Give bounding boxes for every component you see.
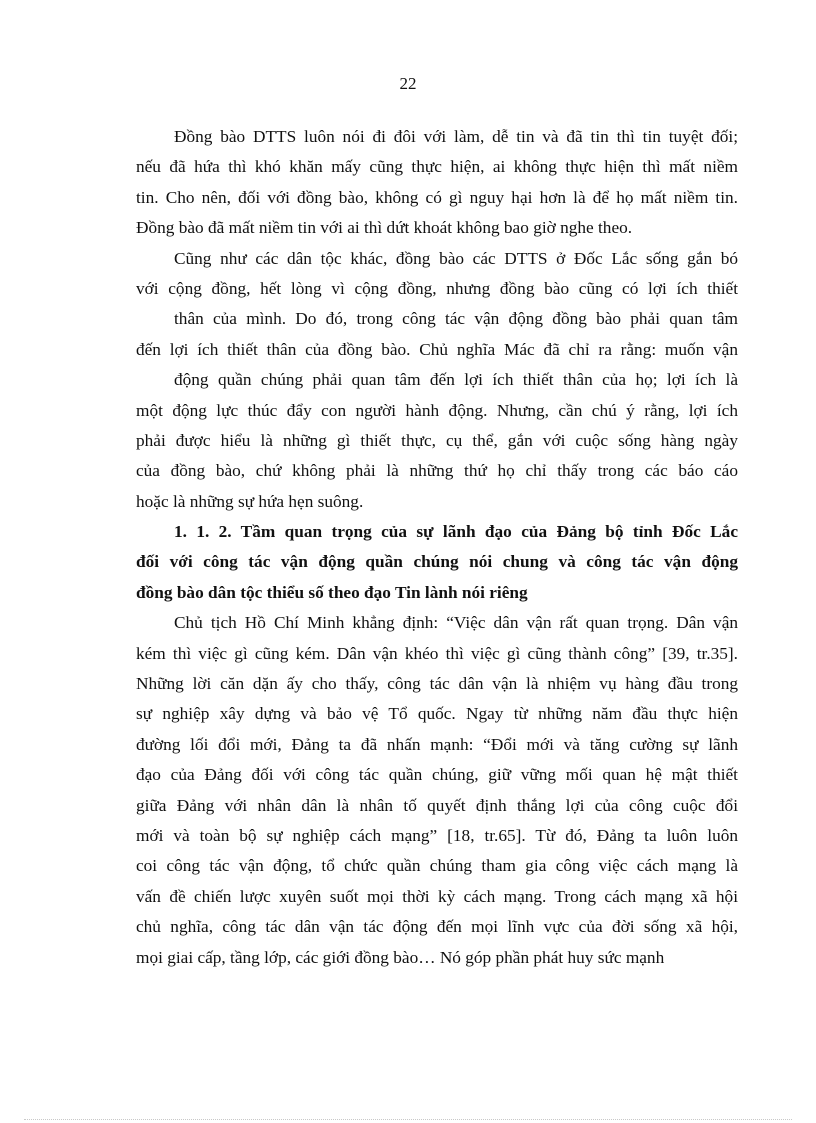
paragraph-line: phải được hiểu là những gì thiết thực, cụ thể, gắn với cuộc sống hàng ngày xyxy=(136,430,738,450)
paragraph-line: chủ nghĩa, công tác dân vận tác động đến mọi lĩnh vực của đời sống xã hội, xyxy=(136,917,738,937)
paragraph-line: đến lợi ích thiết thân của đồng bào. Chủ nghĩa Mác đã chỉ ra rằng: muốn vận xyxy=(136,339,738,359)
paragraph-line: của đồng bào, chứ không phải là những thứ họ chỉ thấy trong các báo cáo xyxy=(136,461,738,481)
document-body xyxy=(136,122,738,973)
paragraph-line: thân của mình. Do đó, trong công tác vận động đồng bào phải quan tâm xyxy=(174,309,738,329)
paragraph-line: nếu đã hứa thì khó khăn mấy cũng thực hiện, ai không thực hiện thì mất niềm xyxy=(136,157,738,177)
paragraph-line: mọi giai cấp, tầng lớp, các giới đồng bào… Nó góp phần phát huy sức mạnh xyxy=(136,947,665,967)
paragraph-line: Chủ tịch Hồ Chí Minh khẳng định: “Việc dân vận rất quan trọng. Dân vận xyxy=(174,613,738,633)
paragraph-line: mới và toàn bộ sự nghiệp cách mạng” [18, tr.65]. Từ đó, Đảng ta luôn luôn xyxy=(136,825,738,845)
paragraph-line: đạo của Đảng đối với công tác quần chúng, giữ vững mối quan hệ mật thiết xyxy=(136,765,738,785)
paragraph-line: sự nghiệp xây dựng và bảo vệ Tổ quốc. Ngay từ những năm đầu thực hiện xyxy=(136,704,738,724)
paragraph-line: hoặc là những sự hứa hẹn suông. xyxy=(136,491,364,511)
paragraph-line: với cộng đồng, hết lòng vì cộng đồng, nhưng đồng bào cũng có lợi ích thiết xyxy=(136,278,738,298)
paragraph-line: động quần chúng phải quan tâm đến lợi ích thiết thân của họ; lợi ích là xyxy=(174,370,738,390)
paragraph-line: Những lời căn dặn ấy cho thấy, công tác dân vận là nhiệm vụ hàng đầu trong xyxy=(136,674,738,694)
paragraph-line: một động lực thúc đẩy con người hành động. Nhưng, cần chú ý rằng, lợi ích xyxy=(136,400,738,420)
paragraph-line: tin. Cho nên, đối với đồng bào, không có gì nguy hại hơn là để họ mất niềm tin. xyxy=(136,187,738,207)
paragraph-line: Cũng như các dân tộc khác, đồng bào các DTTS ở Đốc Lắc sống gắn bó xyxy=(174,248,738,268)
section-heading-line: đối với công tác vận động quần chúng nói chung và công tác vận động xyxy=(136,552,738,572)
paragraph-line: đường lối đổi mới, Đảng ta đã nhấn mạnh: “Đổi mới và tăng cường sự lãnh xyxy=(136,734,738,754)
paragraph-line: kém thì việc gì cũng kém. Dân vận khéo thì việc gì cũng thành công” [39, tr.35]. xyxy=(136,643,738,663)
paragraph-line: Đồng bào DTTS luôn nói đi đôi với làm, dễ tin và đã tin thì tin tuyệt đối; xyxy=(174,127,738,146)
section-heading-line: 1. 1. 2. Tầm quan trọng của sự lãnh đạo của Đảng bộ tỉnh Đốc Lắc xyxy=(174,522,738,542)
section-heading-line: đồng bào dân tộc thiểu số theo đạo Tin lành nói riêng xyxy=(136,582,528,602)
paragraph-line: Đồng bào đã mất niềm tin với ai thì dứt khoát không bao giờ nghe theo. xyxy=(136,218,633,238)
page-number: 22 xyxy=(399,74,417,93)
paragraph-line: coi công tác vận động, tổ chức quần chúng tham gia công việc cách mạng là xyxy=(136,856,738,876)
paragraph-line: vấn đề chiến lược xuyên suốt mọi thời kỳ cách mạng. Trong cách mạng xã hội xyxy=(136,886,738,906)
paragraph-line: giữa Đảng với nhân dân là nhân tố quyết định thắng lợi của công cuộc đổi xyxy=(136,795,738,815)
page-bottom-divider xyxy=(24,1119,792,1120)
